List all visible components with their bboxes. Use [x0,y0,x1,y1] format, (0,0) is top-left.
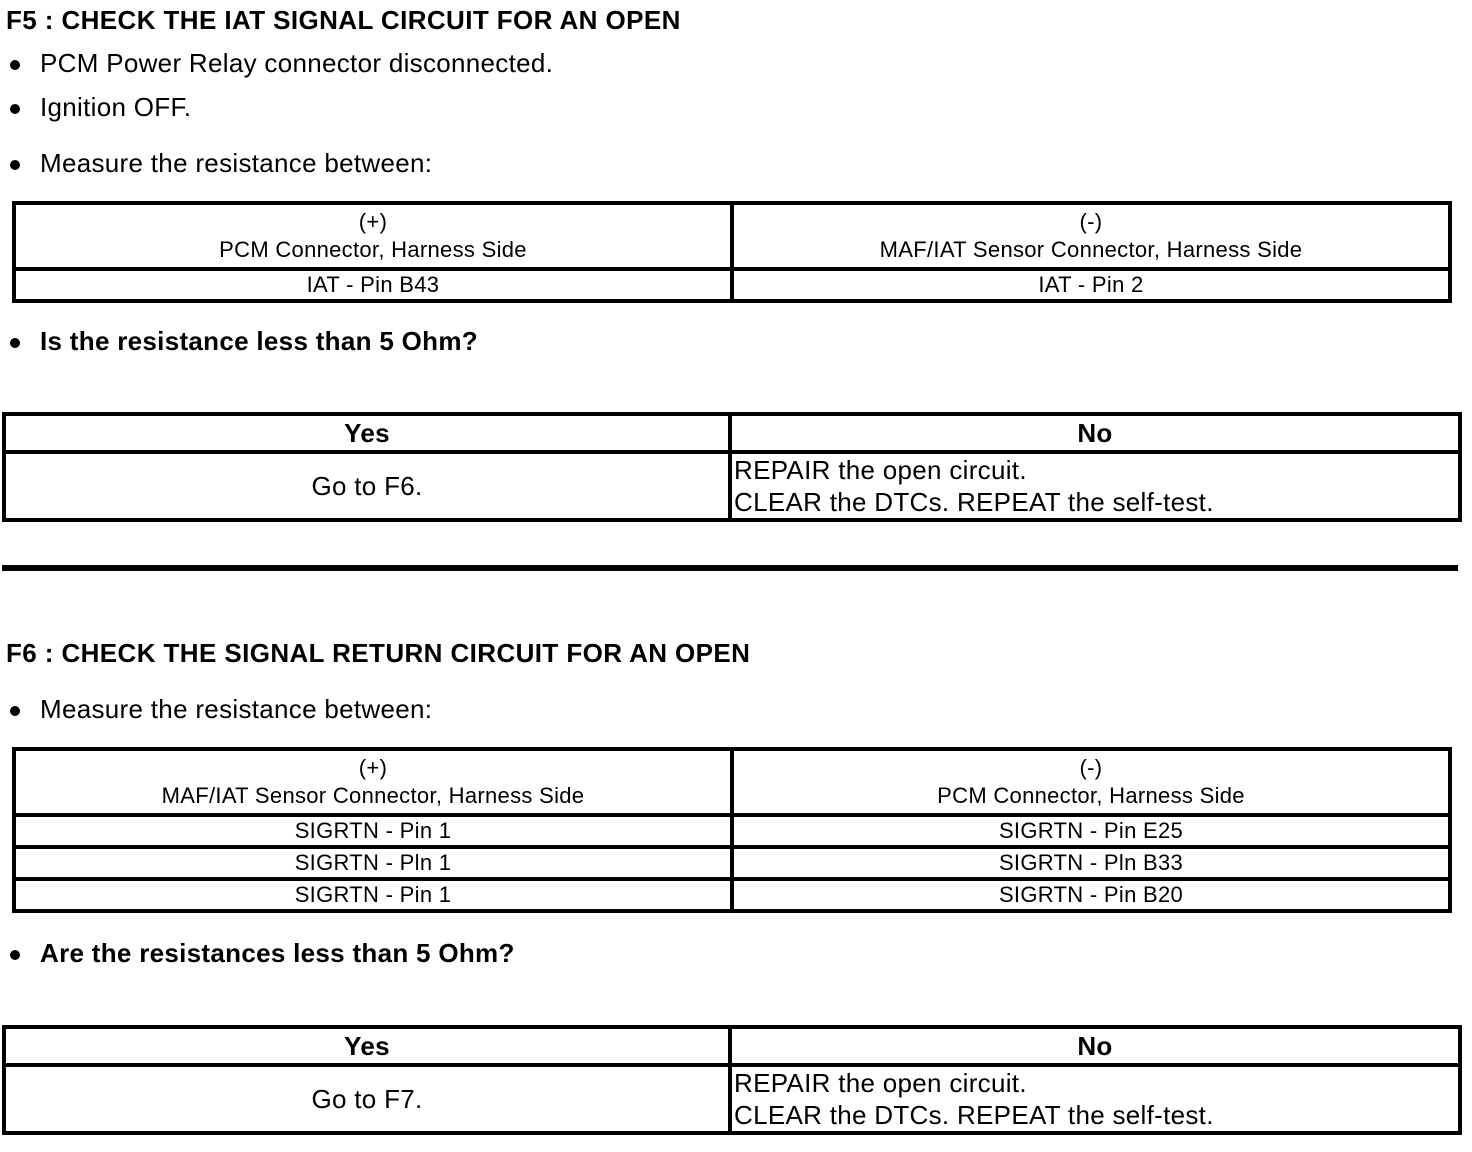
table-row [14,269,1450,301]
table-row [4,1065,1460,1133]
yes-header: Yes [4,1027,730,1065]
table-row [4,452,1460,520]
col1-label: PCM Connector, Harness Side [219,237,527,262]
table-header-row [14,203,1450,269]
table-row [14,847,1450,879]
f5-question [40,326,478,357]
col1-sign: (+) [358,755,388,780]
f6-heading: F6 : CHECK THE SIGNAL RETURN CIRCUIT FOR AN OPEN [6,638,751,668]
table-row [14,815,1450,847]
bullet-text: PCM Power Relay connector disconnected. [40,48,554,78]
bullet-dot-icon [10,104,20,114]
col1-header [14,749,732,815]
f5-measure-table [12,201,1452,303]
f5-bullet-ignition [40,92,191,123]
f5-bullet-measure [40,148,432,179]
table-cell: IAT - Pin B43 [14,269,732,301]
col2-label: PCM Connector, Harness Side [937,783,1245,808]
yes-cell: Go to F7. [4,1065,730,1133]
col1-header [14,203,732,269]
bullet-dot-icon [10,950,20,960]
col2-header [732,749,1450,815]
no-header: No [730,1027,1460,1065]
yes-cell: Go to F6. [4,452,730,520]
table-header-row [4,1027,1460,1065]
table-header-row [14,749,1450,815]
col2-header [732,203,1450,269]
table-cell: SIGRTN - Pin B20 [732,879,1450,911]
bullet-dot-icon [10,160,20,170]
bullet-dot-icon [10,706,20,716]
bullet-dot-icon [10,60,20,70]
col2-sign: (-) [1079,209,1103,234]
table-cell: SIGRTN - Pln 1 [14,847,732,879]
no-cell [730,452,1460,520]
no-line-2: CLEAR the DTCs. REPEAT the self-test. [734,1100,1214,1130]
col1-label: MAF/IAT Sensor Connector, Harness Side [161,783,585,808]
section-divider [2,565,1458,571]
table-cell: SIGRTN - Pin E25 [732,815,1450,847]
table-cell: IAT - Pin 2 [732,269,1450,301]
no-line-1: REPAIR the open circuit. [734,1068,1027,1098]
f5-heading: F5 : CHECK THE IAT SIGNAL CIRCUIT FOR AN OPEN [6,5,681,35]
table-cell: SIGRTN - Pin 1 [14,879,732,911]
bullet-text: Measure the resistance between: [40,148,433,178]
no-cell [730,1065,1460,1133]
col2-sign: (-) [1079,755,1103,780]
bullet-text: Ignition OFF. [40,92,192,122]
f6-bullet-measure [40,694,432,725]
f6-measure-table [12,747,1452,913]
bullet-text: Measure the resistance between: [40,694,433,724]
no-header: No [730,414,1460,452]
table-row [14,879,1450,911]
f5-bullet-relay [40,48,553,79]
f6-question [40,938,515,969]
f6-result-table [2,1025,1462,1135]
f5-result-table [2,412,1462,522]
table-cell: SIGRTN - Pin 1 [14,815,732,847]
question-text: Are the resistances less than 5 Ohm? [40,938,515,968]
no-line-2: CLEAR the DTCs. REPEAT the self-test. [734,487,1214,517]
question-text: Is the resistance less than 5 Ohm? [40,326,478,356]
col1-sign: (+) [358,209,388,234]
yes-header: Yes [4,414,730,452]
col2-label: MAF/IAT Sensor Connector, Harness Side [879,237,1303,262]
table-cell: SIGRTN - Pln B33 [732,847,1450,879]
bullet-dot-icon [10,338,20,348]
no-line-1: REPAIR the open circuit. [734,455,1027,485]
table-header-row [4,414,1460,452]
